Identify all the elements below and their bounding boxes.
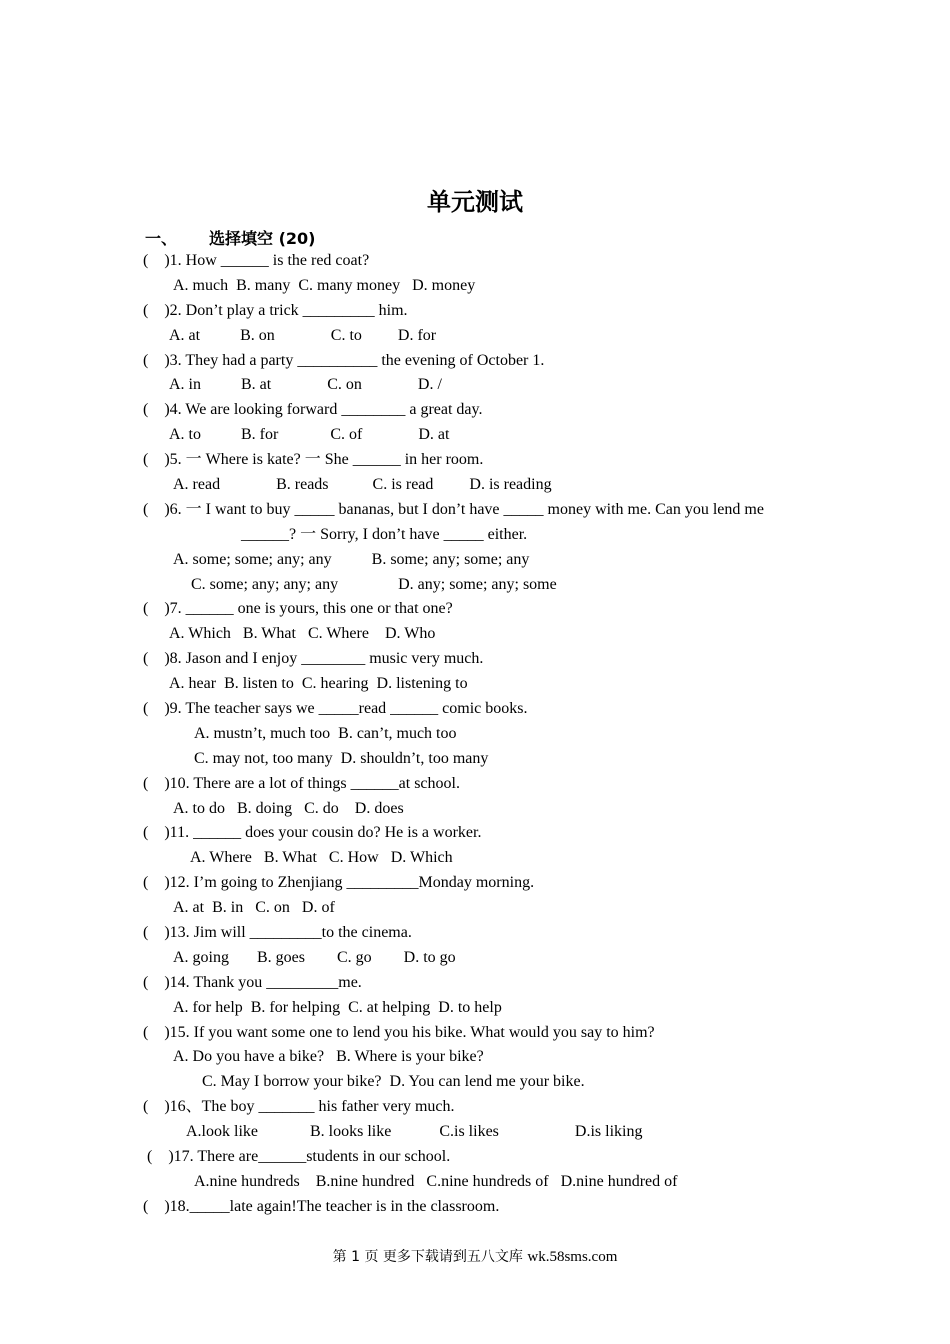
- question-17-options: A.nine hundreds B.nine hundred C.nine hundreds of D.nine hundred of: [194, 1173, 678, 1190]
- question-5-options: A. read B. reads C. is read D. is reading: [173, 476, 552, 493]
- question-9: ( )9. The teacher says we _____read ______ comic books.: [143, 700, 528, 717]
- question-8-options: A. hear B. listen to C. hearing D. listening to: [169, 675, 468, 692]
- question-13-options: A. going B. goes C. go D. to go: [173, 949, 456, 966]
- question-3: ( )3. They had a party __________ the evening of October 1.: [143, 352, 545, 369]
- question-9-options-1: A. mustn’t, much too B. can’t, much too: [194, 725, 457, 742]
- question-13: ( )13. Jim will _________to the cinema.: [143, 924, 412, 941]
- question-3-options: A. in B. at C. on D. /: [169, 376, 442, 393]
- question-5: ( )5. 一 Where is kate? 一 She ______ in her room.: [143, 451, 484, 468]
- question-6: ( )6. 一 I want to buy _____ bananas, but I don’t have _____ money with me. Can you lend me: [143, 501, 764, 518]
- section-heading: [145, 226, 315, 249]
- question-18: ( )18._____late again!The teacher is in the classroom.: [143, 1198, 500, 1215]
- question-16: ( )16、The boy _______ his father very much.: [143, 1098, 455, 1115]
- question-10: ( )10. There are a lot of things ______at school.: [143, 775, 460, 792]
- question-11: ( )11. ______ does your cousin do? He is a worker.: [143, 824, 482, 841]
- question-14-options: A. for help B. for helping C. at helping D. to help: [173, 999, 502, 1016]
- page-footer: [0, 1246, 950, 1266]
- question-8: ( )8. Jason and I enjoy ________ music very much.: [143, 650, 484, 667]
- question-6-continuation: ______? 一 Sorry, I don’t have _____ either.: [241, 526, 528, 543]
- question-15-options-1: A. Do you have a bike? B. Where is your bike?: [173, 1048, 484, 1065]
- question-4: ( )4. We are looking forward ________ a great day.: [143, 401, 483, 418]
- section-title: 选择填空 (20): [209, 229, 316, 248]
- question-6-options-1: A. some; some; any; any B. some; any; some; any: [173, 551, 530, 568]
- question-2: ( )2. Don’t play a trick _________ him.: [143, 302, 408, 319]
- question-12-options: A. at B. in C. on D. of: [173, 899, 335, 916]
- question-6-options-2: C. some; any; any; any D. any; some; any; some: [191, 576, 557, 593]
- footer-page-text: 第 1 页 更多下载请到五八文库: [332, 1249, 528, 1265]
- question-12: ( )12. I’m going to Zhenjiang _________Monday morning.: [143, 874, 535, 891]
- question-15-options-2: C. May I borrow your bike? D. You can lend me your bike.: [202, 1073, 585, 1090]
- question-1: ( )1. How ______ is the red coat?: [143, 252, 370, 269]
- page-title: 单元测试: [427, 188, 523, 216]
- question-2-options: A. at B. on C. to D. for: [169, 327, 437, 344]
- question-17: ( )17. There are______students in our school.: [147, 1148, 451, 1165]
- question-7: ( )7. ______ one is yours, this one or that one?: [143, 600, 453, 617]
- question-15: ( )15. If you want some one to lend you his bike. What would you say to him?: [143, 1024, 655, 1041]
- question-7-options: A. Which B. What C. Where D. Who: [169, 625, 436, 642]
- question-4-options: A. to B. for C. of D. at: [169, 426, 450, 443]
- question-1-options: A. much B. many C. many money D. money: [173, 277, 476, 294]
- question-16-options: A.look like B. looks like C.is likes D.is liking: [186, 1123, 643, 1140]
- question-14: ( )14. Thank you _________me.: [143, 974, 362, 991]
- question-9-options-2: C. may not, too many D. shouldn’t, too many: [194, 750, 489, 767]
- footer-site-link[interactable]: wk.58sms.com: [527, 1249, 618, 1265]
- question-11-options: A. Where B. What C. How D. Which: [190, 849, 453, 866]
- question-10-options: A. to do B. doing C. do D. does: [173, 800, 404, 817]
- section-number: 一、: [145, 229, 178, 248]
